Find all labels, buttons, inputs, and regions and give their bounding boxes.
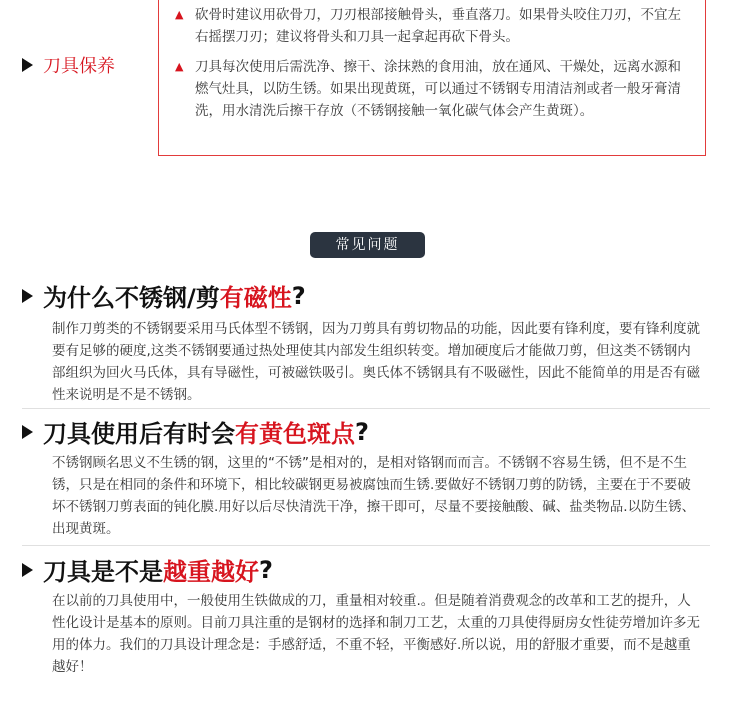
question-suffix: ? (259, 555, 273, 584)
question-suffix: ? (355, 417, 369, 446)
question-prefix: 刀具是不是 (43, 558, 163, 586)
warning-icon: ▲ (175, 8, 184, 21)
triangle-bullet-icon (22, 289, 33, 303)
divider (22, 545, 710, 546)
care-item-text: 刀具每次使用后需洗净、擦干、涂抹熟的食用油，放在通风、干燥处，远离水源和燃气灶具，以防生锈。如果出现黄斑，可以通过不锈钢专用清洁剂或者一般牙膏清洗，用水清洗后擦干存放（不锈钢接触一氧化碳气体会产生黄斑）。 (195, 59, 681, 119)
triangle-bullet-icon (22, 58, 33, 72)
question-prefix: 刀具使用后有时会 (43, 420, 235, 448)
care-box (158, 0, 706, 156)
question-suffix: ? (291, 281, 306, 310)
question-highlight: 有磁性 (219, 284, 292, 312)
faq-answer: 制作刀剪类的不锈钢要采用马氏体型不锈钢，因为刀剪具有剪切物品的功能，因此要有锋利度，要有锋利度就要有足够的硬度,这类不锈钢要通过热处理使其内部发生组织转变。增加硬度后才能做刀剪，但这类不锈钢内部组织为回火马氏体，具有导磁性，可被磁铁吸引。奥氏体不锈钢具有不吸磁性，因此不能简单的用是否有磁性来说明是不是不锈钢。 (52, 321, 700, 403)
question-highlight: 有黄色斑点 (235, 420, 355, 448)
question-prefix: 为什么不锈钢/剪 (43, 284, 220, 312)
question-highlight: 越重越好 (163, 558, 259, 586)
faq-question-title (22, 552, 273, 587)
care-heading (22, 52, 115, 78)
triangle-bullet-icon (22, 563, 33, 577)
triangle-bullet-icon (22, 425, 33, 439)
faq-badge: 常见问题 (310, 232, 425, 258)
divider (22, 408, 710, 409)
faq-answer: 不锈钢顾名思义不生锈的钢，这里的“不锈”是相对的，是相对铬钢而而言。不锈钢不容易生锈，但不是不生锈，只是在相同的条件和环境下，相比较碳钢更易被腐蚀而生锈.要做好不锈钢刀剪的防锈，主要在于不要破坏不锈钢刀剪表面的钝化膜.用好以后尽快清洗干净，擦干即可，尽量不要接触酸、碱、盐类物品.以防生锈、出现黄斑。 (52, 455, 696, 537)
care-item (175, 4, 691, 48)
care-item (175, 56, 691, 122)
faq-question-title (22, 414, 369, 449)
faq-question-title (22, 278, 306, 313)
faq-answer: 在以前的刀具使用中，一般使用生铁做成的刀，重量相对较重.。但是随着消费观念的改革和工艺的提升，人性化设计是基本的原则。目前刀具注重的是钢材的选择和制刀工艺，太重的刀具使得厨房女性徒劳增加许多无用的体力。我们的刀具设计理念是：手感舒适，不重不轻，平衡感好.所以说，用的舒服才重要，而不是越重越好！ (52, 593, 700, 675)
care-item-text: 砍骨时建议用砍骨刀，刀刃根部接触骨头，垂直落刀。如果骨头咬住刀刃，不宜左右摇摆刀刃；建议将骨头和刀具一起拿起再砍下骨头。 (195, 7, 681, 45)
care-section (0, 0, 730, 160)
care-label-text: 刀具保养 (43, 56, 115, 77)
warning-icon: ▲ (175, 60, 184, 73)
